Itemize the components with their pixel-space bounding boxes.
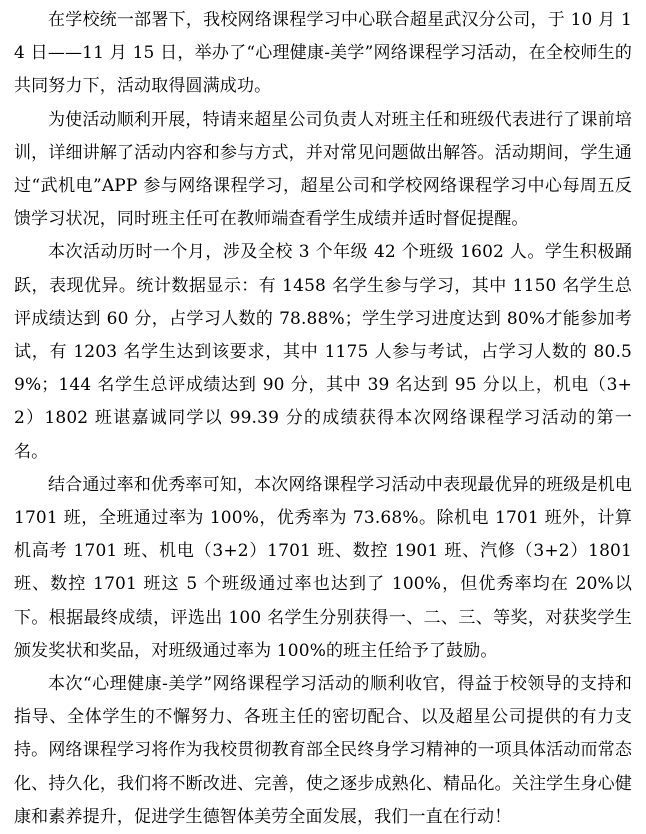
paragraph-conclusion: 本次“心理健康-美学”网络课程学习活动的顺利收官，得益于校领导的支持和指导、全体学生的不懈努力、各班主任的密切配合、以及超星公司提供的有力支持。网络课程学习将作为我校贯彻教育部全民终身学习精神的一项具体活动而常态化、持久化，我们将不断改进、完善，使之逐步成熟化、精品化。关注学生身心健康和素养提升，促进学生德智体美劳全面发展，我们一直在行动！: [14, 674, 632, 827]
paragraph-statistics: 本次活动历时一个月，涉及全校 3 个年级 42 个班级 1602 人。学生积极踊跃，表现优异。统计数据显示：有 1458 名学生参与学习，其中 1150 名学生总评成绩达到 60 分，占学习人数的 78.88%；学生学习进度达到 80%才能参加考试，有 1203 名学生达到该要求，其中 1175 人参与考试，占学习人数的 80.59%；144 名学生总评成绩达到 90 分，其中 39 名达到 95 分以上，机电（3+2）1802 班谌嘉诚同学以 99.39 分的成绩获得本次网络课程学习活动的第一名。: [14, 242, 632, 462]
paragraph-class-results: 结合通过率和优秀率可知，本次网络课程学习活动中表现最优异的班级是机电 1701 班，全班通过率为 100%，优秀率为 73.68%。除机电 1701 班外，计算机高考 1701 班、机电（3+2）1701 班、数控 1901 班、汽修（3+2）1801 班、数控 1701 班这 5 个班级通过率也达到了 100%，但优秀率均在 20%以下。根据最终成绩，评选出 100 名学生分别获得一、二、三、等奖，对获奖学生颁发奖状和奖品，对班级通过率为 100%的班主任给予了鼓励。: [14, 474, 632, 661]
document-body: [14, 4, 632, 834]
paragraph-training: 为使活动顺利开展，特请来超星公司负责人对班主任和班级代表进行了课前培训，详细讲解了活动内容和参与方式，并对常见问题做出解答。活动期间，学生通过“武机电”APP 参与网络课程学习，超星公司和学校网络课程学习中心每周五反馈学习状况，同时班主任可在教师端查看学生成绩并适时督促提醒。: [14, 109, 632, 230]
paragraph-intro: 在学校统一部署下，我校网络课程学习中心联合超星武汉分公司，于 10 月 14 日——11 月 15 日，举办了“心理健康-美学”网络课程学习活动，在全校师生的共同努力下，活动取得圆满成功。: [14, 10, 632, 97]
